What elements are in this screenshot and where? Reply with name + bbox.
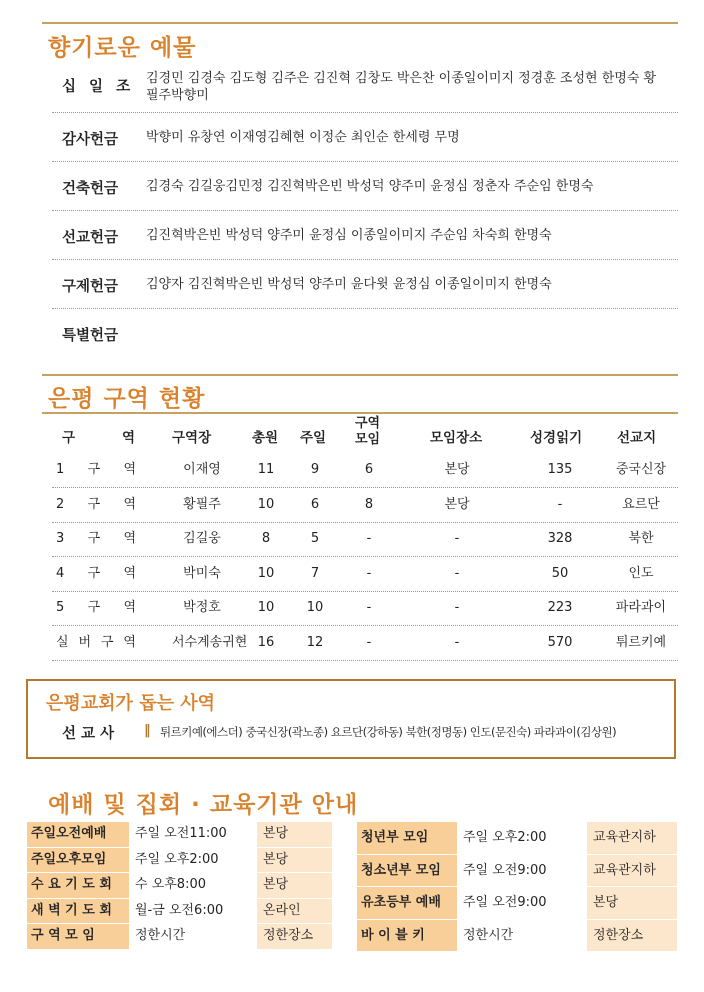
offering-row xyxy=(52,161,678,211)
schedule-label: 새 벽 기 도 회 xyxy=(27,899,129,924)
schedule-title: 예배 및 집회 · 교육기관 안내 xyxy=(48,792,359,818)
district-mission: 인도 xyxy=(628,565,654,581)
schedule-place: 본당 xyxy=(587,887,677,919)
top-rule xyxy=(42,22,678,24)
district-sunday: 5 xyxy=(310,531,320,546)
district-leader: 이재영 xyxy=(183,462,221,477)
district-row xyxy=(52,488,678,523)
district-name-char: 역 xyxy=(123,496,136,512)
schedule-row xyxy=(27,848,332,873)
support-missionaries: 튀르키예(에스더) 중국신장(곽노종) 요르단(강하동) 북한(정명동) 인도(문진숙) 파라과이(김상원) xyxy=(160,725,617,739)
offering-row xyxy=(52,112,678,162)
district-total: 10 xyxy=(257,600,275,615)
schedule-place: 정한장소 xyxy=(257,924,332,949)
support-separator: ‖ xyxy=(144,723,151,738)
schedule-label: 유초등부 예배 xyxy=(357,887,457,919)
district-row xyxy=(52,591,678,626)
offering-names: 박향미 유창연 이재영김혜현 이정순 최인순 한세령 무명 xyxy=(146,130,460,145)
district-name-char: 버 xyxy=(78,634,92,650)
district-sunday: 10 xyxy=(306,600,324,615)
schedule-row xyxy=(27,924,332,949)
district-name xyxy=(56,453,136,487)
district-name-char: 구 xyxy=(87,600,101,615)
schedule-label: 주일오전예배 xyxy=(27,822,129,847)
schedule-row xyxy=(357,920,677,952)
schedule-row xyxy=(357,887,677,919)
district-name-char: 역 xyxy=(123,600,136,615)
districts-top-rule xyxy=(42,374,678,376)
district-name xyxy=(56,626,136,660)
district-name-char: 구 xyxy=(87,496,101,512)
district-name-char: 역 xyxy=(123,531,136,546)
offerings-title: 향기로운 예물 xyxy=(48,35,197,61)
schedule-place: 온라인 xyxy=(257,899,332,924)
district-name-char: 구 xyxy=(87,531,101,546)
district-name-char: 역 xyxy=(123,462,136,477)
header-district-b: 역 xyxy=(122,430,136,446)
offering-names: 김경민 김경숙 김도형 김주은 김진혁 김창도 박은찬 이종일이미지 정경훈 조성현 한명숙 황필주박향미 xyxy=(146,71,657,103)
header-meeting xyxy=(355,416,380,448)
district-name xyxy=(56,522,136,556)
header-place: 모임장소 xyxy=(430,430,483,446)
header-bible: 성경읽기 xyxy=(530,430,583,446)
district-sunday: 6 xyxy=(310,496,320,512)
district-place: 본당 xyxy=(444,496,470,512)
schedule-time: 주일 오후2:00 xyxy=(129,848,257,873)
districts-header-rule xyxy=(42,412,678,414)
district-name-char: 구 xyxy=(87,462,101,477)
district-name-char: 실 xyxy=(56,634,69,650)
schedule-label: 구 역 모 임 xyxy=(27,924,129,949)
offering-names: 김양자 김진혁박은빈 박성덕 양주미 윤다윗 윤정심 이종일이미지 한명숙 xyxy=(146,277,552,292)
district-mission: 요르단 xyxy=(622,496,660,512)
district-sunday: 9 xyxy=(310,462,320,477)
district-bible: 223 xyxy=(547,600,573,615)
district-total: 10 xyxy=(257,496,275,512)
offering-label: 구제헌금 xyxy=(62,279,119,295)
district-total: 16 xyxy=(257,634,275,650)
schedule-label: 청소년부 모임 xyxy=(357,855,457,887)
support-title: 은평교회가 돕는 사역 xyxy=(46,693,216,714)
district-row xyxy=(52,522,678,557)
schedule-time: 주일 오전11:00 xyxy=(129,822,257,847)
district-bible: 50 xyxy=(551,565,569,581)
district-name-char: 4 xyxy=(56,565,65,581)
schedule-right-table xyxy=(357,822,677,952)
district-meet: - xyxy=(366,634,372,650)
district-name-char: 구 xyxy=(100,634,114,650)
header-district-a: 구 xyxy=(62,430,76,446)
district-place: - xyxy=(454,634,460,650)
district-leader: 박정호 xyxy=(183,600,221,615)
schedule-time: 정한시간 xyxy=(457,920,587,952)
schedule-place: 교육관지하 xyxy=(587,855,677,887)
district-meet: - xyxy=(366,600,372,615)
schedule-time: 정한시간 xyxy=(129,924,257,949)
offering-label: 선교헌금 xyxy=(62,230,119,246)
header-meeting-line2: 모임 xyxy=(355,432,381,447)
district-name-char: 구 xyxy=(87,565,101,581)
district-sunday: 12 xyxy=(306,634,324,650)
district-total: 8 xyxy=(261,531,271,546)
district-bible: 328 xyxy=(547,531,573,546)
district-name-char: 1 xyxy=(56,462,65,477)
offering-row xyxy=(52,60,678,113)
district-name xyxy=(56,488,136,522)
header-mission: 선교지 xyxy=(617,430,657,446)
district-mission: 북한 xyxy=(628,531,654,546)
schedule-label: 청년부 모임 xyxy=(357,822,457,854)
district-place: - xyxy=(454,565,460,581)
schedule-row xyxy=(27,899,332,924)
schedule-row xyxy=(357,822,677,854)
support-label: 선 교 사 xyxy=(62,726,115,742)
district-meet: 8 xyxy=(364,496,374,512)
schedule-label: 수 요 기 도 회 xyxy=(27,873,129,898)
schedule-place: 교육관지하 xyxy=(587,822,677,854)
schedule-time: 주일 오전9:00 xyxy=(457,855,587,887)
district-row xyxy=(52,626,678,661)
district-row xyxy=(52,557,678,592)
district-name-char: 5 xyxy=(56,600,65,615)
offering-row xyxy=(52,308,678,357)
district-name-char: 역 xyxy=(123,565,136,581)
district-total: 11 xyxy=(257,462,275,477)
schedule-time: 수 오후8:00 xyxy=(129,873,257,898)
district-leader: 황필주 xyxy=(183,496,221,512)
schedule-row xyxy=(27,873,332,898)
district-meet: - xyxy=(366,565,372,581)
header-sunday: 주일 xyxy=(300,430,327,446)
district-mission: 중국신장 xyxy=(615,462,667,477)
schedule-row xyxy=(357,855,677,887)
district-meet: - xyxy=(366,531,372,546)
schedule-row xyxy=(27,822,332,847)
schedule-time: 월-금 오전6:00 xyxy=(129,899,257,924)
header-leader: 구역장 xyxy=(172,430,212,446)
district-row xyxy=(52,453,678,488)
district-leader: 서수계송귀현 xyxy=(172,634,248,650)
schedule-left-table xyxy=(27,822,332,952)
district-bible: 570 xyxy=(547,634,573,650)
header-meeting-line1: 구역 xyxy=(355,416,381,431)
offering-names: 김진혁박은빈 박성덕 양주미 윤정심 이종일이미지 주순임 차숙희 한명숙 xyxy=(146,228,552,243)
header-total: 총원 xyxy=(252,430,279,446)
district-leader: 김길웅 xyxy=(183,531,221,546)
schedule-place: 정한장소 xyxy=(587,920,677,952)
schedule-place: 본당 xyxy=(257,822,332,847)
schedule-place: 본당 xyxy=(257,848,332,873)
offering-label: 건축헌금 xyxy=(62,181,119,197)
district-mission: 튀르키예 xyxy=(615,634,667,650)
offering-label: 특별헌금 xyxy=(62,328,119,344)
offering-row xyxy=(52,259,678,309)
schedule-place: 본당 xyxy=(257,873,332,898)
district-leader: 박미숙 xyxy=(183,565,221,581)
district-name xyxy=(56,591,136,625)
schedule-time: 주일 오전9:00 xyxy=(457,887,587,919)
districts-title: 은평 구역 현황 xyxy=(48,386,206,412)
support-box xyxy=(26,679,676,759)
district-name-char: 3 xyxy=(56,531,65,546)
schedule-time: 주일 오후2:00 xyxy=(457,822,587,854)
offering-label: 십 일 조 xyxy=(62,79,135,95)
district-place: 본당 xyxy=(444,462,470,477)
district-place: - xyxy=(454,600,460,615)
district-place: - xyxy=(454,531,460,546)
offering-label: 감사헌금 xyxy=(62,132,119,148)
offering-row xyxy=(52,210,678,260)
district-bible: - xyxy=(557,496,563,512)
district-name xyxy=(56,557,136,591)
schedule-label: 바 이 블 키 xyxy=(357,920,457,952)
district-total: 10 xyxy=(257,565,275,581)
offering-names: 김경숙 김길웅김민정 김진혁박은빈 박성덕 양주미 윤정심 정춘자 주순임 한명숙 xyxy=(146,179,594,194)
district-mission: 파라과이 xyxy=(615,600,667,615)
district-name-char: 2 xyxy=(56,496,65,512)
district-meet: 6 xyxy=(364,462,374,477)
schedule-label: 주일오후모임 xyxy=(27,848,129,873)
district-sunday: 7 xyxy=(310,565,320,581)
district-bible: 135 xyxy=(547,462,573,477)
district-name-char: 역 xyxy=(123,634,136,650)
